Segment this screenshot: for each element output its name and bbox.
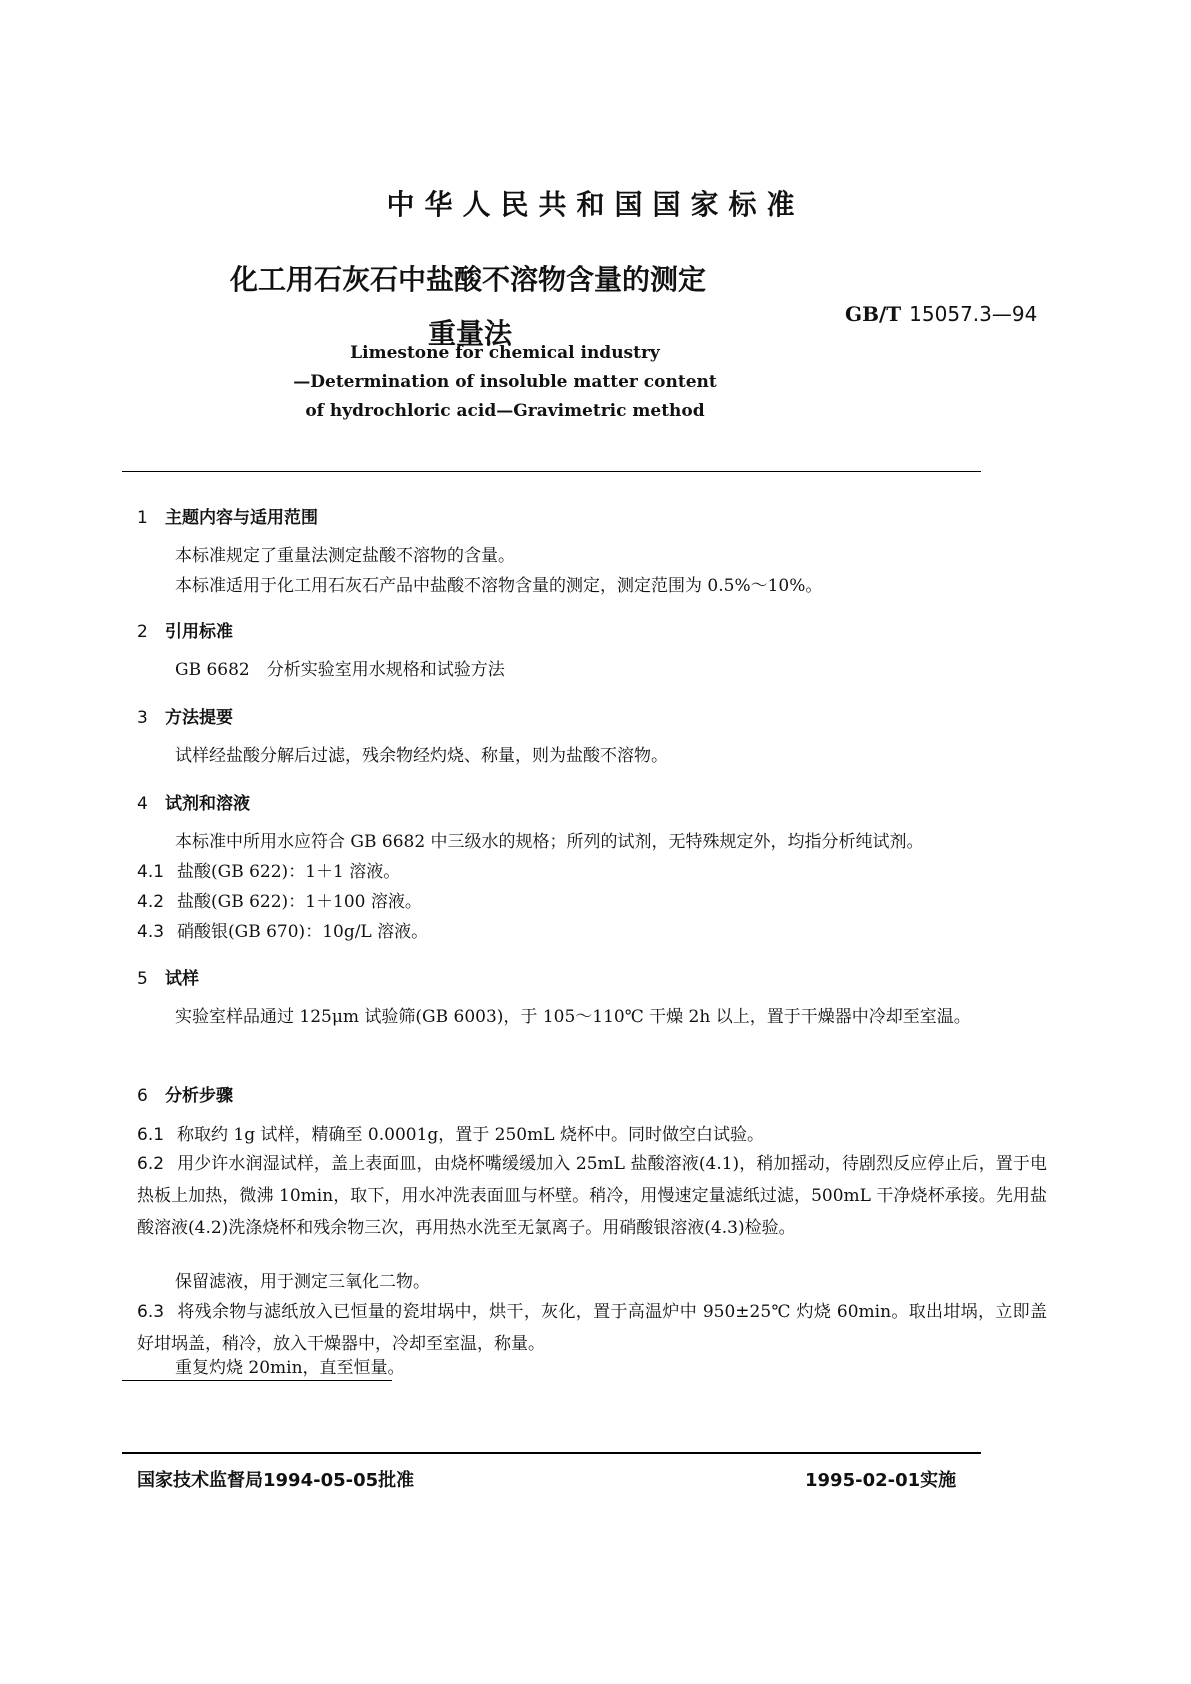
item-4-1: 4.1 盐酸(GB 622)：1＋1 溶液。	[137, 862, 401, 882]
section-4-para-1: 本标准中所用水应符合 GB 6682 中三级水的规格；所列的试剂，无特殊规定外，均指分析纯试剂。	[175, 832, 924, 852]
title-en-line3: of hydrochloric acid—Gravimetric method	[305, 401, 705, 421]
section-2-para-1: GB 6682 分析实验室用水规格和试验方法	[175, 660, 505, 680]
footer-divider	[122, 1452, 981, 1454]
effective-date: 1995-02-01实施	[805, 1470, 957, 1491]
section-1-heading: 1 主题内容与适用范围	[137, 508, 318, 528]
title-cn-line1: 化工用石灰石中盐酸不溶物含量的测定	[230, 263, 707, 296]
item-6-1: 6.1 称取约 1g 试样，精确至 0.0001g，置于 250mL 烧杯中。同时做空白试验。	[137, 1125, 764, 1145]
section-1-para-1: 本标准规定了重量法测定盐酸不溶物的含量。	[175, 546, 515, 566]
item-4-2: 4.2 盐酸(GB 622)：1＋100 溶液。	[137, 892, 422, 912]
standard-number: 15057.3—94	[909, 302, 1038, 326]
section-2-heading: 2 引用标准	[137, 622, 233, 642]
section-3-para-1: 试样经盐酸分解后过滤，残余物经灼烧、称量，则为盐酸不溶物。	[175, 746, 668, 766]
approval-date: 国家技术监督局1994-05-05批准	[137, 1470, 415, 1491]
item-4-3: 4.3 硝酸银(GB 670)：10g/L 溶液。	[137, 922, 429, 942]
section-1-para-2: 本标准适用于化工用石灰石产品中盐酸不溶物含量的测定，测定范围为 0.5%～10%。	[175, 576, 823, 596]
section-6-para-after: 保留滤液，用于测定三氧化二物。	[175, 1272, 430, 1292]
title-cn-line2: 重量法	[428, 317, 513, 350]
item-6-3: 6.3 将残余物与滤纸放入已恒量的瓷坩埚中，烘干，灰化，置于高温炉中 950±25℃ 灼烧 60min。取出坩埚，立即盖好坩埚盖，稍冷，放入干燥器中，冷却至室温，称量。	[137, 1302, 1047, 1354]
section-4-heading: 4 试剂和溶液	[137, 794, 250, 814]
title-en-line2: —Determination of insoluble matter content	[293, 372, 717, 392]
section-6-para-last: 重复灼烧 20min，直至恒量。	[175, 1358, 405, 1378]
underline-last	[122, 1380, 392, 1381]
section-5-heading: 5 试样	[137, 969, 199, 989]
title-divider	[122, 471, 981, 472]
national-standard-header: 中华人民共和国国家标准	[386, 188, 805, 221]
standard-code	[845, 302, 1037, 326]
section-5-para-1: 实验室样品通过 125μm 试验筛(GB 6003)，于 105～110℃ 干燥 2h 以上，置于干燥器中冷却至室温。	[175, 1007, 971, 1027]
item-6-2: 6.2 用少许水润湿试样，盖上表面皿，由烧杯嘴缓缓加入 25mL 盐酸溶液(4.1)，稍加摇动，待剧烈反应停止后，置于电热板上加热，微沸 10min，取下，用水冲洗表面皿与杯壁。稍冷，用慢速定量滤纸过滤，500mL 干净烧杯承接。先用盐酸溶液(4.2)洗涤烧杯和残余物三次，再用热水洗至无氯离子。用硝酸银溶液(4.3)检验。	[137, 1154, 1047, 1238]
section-3-heading: 3 方法提要	[137, 708, 233, 728]
title-en-line1: Limestone for chemical industry	[350, 343, 660, 363]
section-6-heading: 6 分析步骤	[137, 1086, 233, 1106]
standard-prefix: GB/T	[845, 302, 902, 326]
